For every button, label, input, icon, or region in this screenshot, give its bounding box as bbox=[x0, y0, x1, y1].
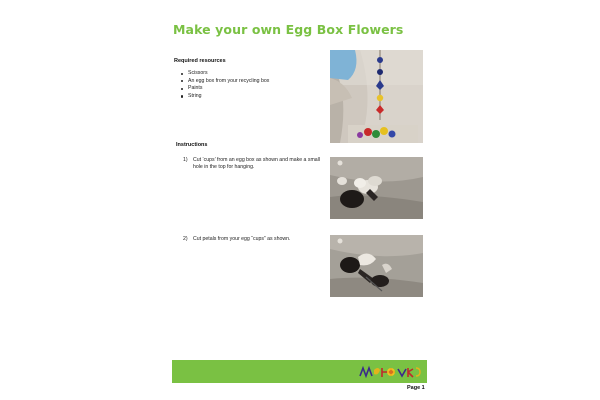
instruction-step bbox=[183, 157, 328, 177]
step-text: Cut petals from your egg “cups” as shown. bbox=[193, 236, 291, 242]
cutting-petals-photo bbox=[330, 235, 423, 297]
resource-item: An egg box from your recycling box bbox=[180, 78, 269, 86]
resource-item: Paints bbox=[180, 85, 269, 93]
cutting-cups-photo bbox=[330, 157, 423, 219]
step-number: 2) bbox=[183, 236, 188, 242]
step-text: Cut ‘cups’ from an egg box as shown and make a small hole in the top for hanging. bbox=[193, 157, 320, 171]
required-resources-list bbox=[180, 70, 269, 100]
footer-logo bbox=[354, 362, 426, 382]
required-resources-heading: Required resources bbox=[174, 58, 226, 64]
instructions-heading: Instructions bbox=[176, 142, 208, 148]
resource-item: String bbox=[180, 93, 269, 101]
page-title: Make your own Egg Box Flowers bbox=[173, 22, 404, 37]
resource-item: Scissors bbox=[180, 70, 269, 78]
hanging-flowers-photo bbox=[330, 50, 423, 143]
step-number: 1) bbox=[183, 157, 188, 163]
page-number: Page 1 bbox=[407, 385, 425, 391]
instruction-step bbox=[183, 236, 328, 246]
